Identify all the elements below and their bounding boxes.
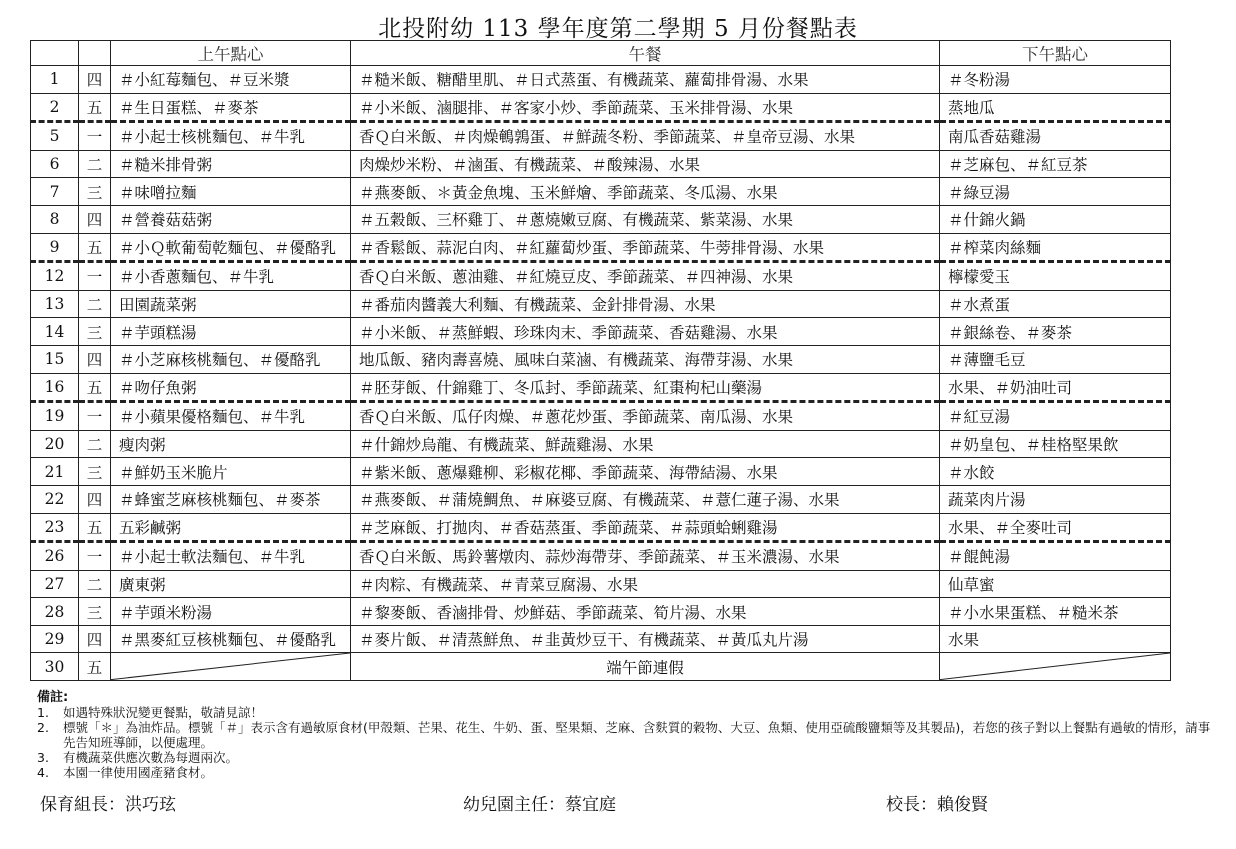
menu-row — [31, 93, 1171, 122]
lunch-cell: 香Ｑ白米飯、馬鈴薯燉肉、蒜炒海帶芽、季節蔬菜、＃玉米濃湯、水果 — [351, 542, 940, 571]
afternoon-snack-cell: ＃奶皇包、＃桂格堅果飲 — [940, 430, 1171, 458]
signature-principal: 校長：賴俊賢 — [886, 795, 988, 815]
afternoon-snack-cell: 水果 — [940, 625, 1171, 653]
note-text: 本園一律使用國產豬食材。 — [63, 765, 214, 780]
lunch-cell: ＃紫米飯、蔥爆雞柳、彩椒花椰、季節蔬菜、海帶結湯、水果 — [351, 458, 940, 486]
day-cell: 13 — [31, 290, 79, 318]
weekday-cell: 五 — [79, 93, 111, 122]
weekday-cell: 二 — [79, 150, 111, 178]
lunch-cell: ＃麥片飯、＃清蒸鮮魚、＃韭黃炒豆干、有機蔬菜、＃黃瓜丸片湯 — [351, 625, 940, 653]
day-cell: 12 — [31, 262, 79, 291]
note-item — [37, 720, 1217, 750]
weekday-cell: 四 — [79, 66, 111, 94]
day-cell: 23 — [31, 513, 79, 542]
lunch-cell: ＃什錦炒烏龍、有機蔬菜、鮮蔬雞湯、水果 — [351, 430, 940, 458]
lunch-cell: 香Ｑ白米飯、＃肉燥鵪鶉蛋、＃鮮蔬冬粉、季節蔬菜、＃皇帝豆湯、水果 — [351, 122, 940, 151]
weekday-cell: 一 — [79, 542, 111, 571]
lunch-cell: ＃五穀飯、三杯雞丁、＃蔥燒嫩豆腐、有機蔬菜、紫菜湯、水果 — [351, 205, 940, 233]
day-cell: 20 — [31, 430, 79, 458]
morning-snack-cell: ＃生日蛋糕、＃麥茶 — [111, 93, 351, 122]
day-cell: 8 — [31, 205, 79, 233]
notes-label: 備註: — [37, 690, 69, 705]
day-cell: 19 — [31, 402, 79, 431]
day-cell: 1 — [31, 66, 79, 94]
day-cell: 28 — [31, 598, 79, 626]
afternoon-snack-cell: ＃冬粉湯 — [940, 66, 1171, 94]
morning-snack-cell: ＃小芝麻核桃麵包、＃優酪乳 — [111, 345, 351, 373]
weekday-cell: 四 — [79, 625, 111, 653]
afternoon-snack-cell: 蔬菜肉片湯 — [940, 485, 1171, 513]
day-cell: 2 — [31, 93, 79, 122]
lunch-cell: ＃黎麥飯、香滷排骨、炒鮮菇、季節蔬菜、筍片湯、水果 — [351, 598, 940, 626]
menu-row — [31, 66, 1171, 94]
day-cell: 27 — [31, 570, 79, 598]
afternoon-snack-cell: ＃銀絲卷、＃麥茶 — [940, 318, 1171, 346]
crossed-out-cell — [111, 653, 351, 681]
morning-snack-cell: ＃小紅莓麵包、＃豆米漿 — [111, 66, 351, 94]
morning-snack-cell: ＃小香蔥麵包、＃牛乳 — [111, 262, 351, 291]
weekday-cell: 二 — [79, 430, 111, 458]
header-lunch: 午餐 — [351, 41, 940, 66]
morning-snack-cell: ＃糙米排骨粥 — [111, 150, 351, 178]
weekday-cell: 一 — [79, 402, 111, 431]
signature-leader: 保育組長：洪巧玹 — [40, 795, 176, 815]
morning-snack-cell: ＃味噌拉麵 — [111, 178, 351, 206]
lunch-cell: ＃小米飯、＃蒸鮮蝦、珍珠肉末、季節蔬菜、香菇雞湯、水果 — [351, 318, 940, 346]
menu-row — [31, 150, 1171, 178]
afternoon-snack-cell: 水果、＃奶油吐司 — [940, 373, 1171, 402]
menu-row — [31, 542, 1171, 571]
signature-director: 幼兒園主任：蔡宜庭 — [463, 795, 616, 815]
morning-snack-cell: ＃小起士核桃麵包、＃牛乳 — [111, 122, 351, 151]
lunch-cell: ＃燕麥飯、＊黃金魚塊、玉米鮮燴、季節蔬菜、冬瓜湯、水果 — [351, 178, 940, 206]
menu-row — [31, 345, 1171, 373]
morning-snack-cell: ＃小Ｑ軟葡萄乾麵包、＃優酪乳 — [111, 233, 351, 262]
day-cell: 16 — [31, 373, 79, 402]
menu-body — [31, 66, 1171, 681]
afternoon-snack-cell: 仙草蜜 — [940, 570, 1171, 598]
note-text: 如遇特殊狀況變更餐點，敬請見諒！ — [63, 705, 264, 720]
header-morning: 上午點心 — [111, 41, 351, 66]
weekday-cell: 二 — [79, 290, 111, 318]
note-number: 2. — [37, 720, 49, 735]
afternoon-snack-cell: ＃餛飩湯 — [940, 542, 1171, 571]
note-item — [37, 705, 1217, 720]
page-title: 北投附幼 113 學年度第二學期 5 月份餐點表 — [378, 16, 858, 42]
menu-row — [31, 290, 1171, 318]
weekday-cell: 五 — [79, 373, 111, 402]
weekday-cell: 四 — [79, 485, 111, 513]
menu-row — [31, 513, 1171, 542]
menu-row — [31, 485, 1171, 513]
morning-snack-cell: ＃芋頭米粉湯 — [111, 598, 351, 626]
lunch-cell: ＃糙米飯、糖醋里肌、＃日式蒸蛋、有機蔬菜、蘿蔔排骨湯、水果 — [351, 66, 940, 94]
menu-row — [31, 205, 1171, 233]
lunch-cell: ＃肉粽、有機蔬菜、＃青菜豆腐湯、水果 — [351, 570, 940, 598]
menu-row — [31, 262, 1171, 291]
morning-snack-cell: ＃蜂蜜芝麻核桃麵包、＃麥茶 — [111, 485, 351, 513]
menu-row — [31, 233, 1171, 262]
afternoon-snack-cell: 蒸地瓜 — [940, 93, 1171, 122]
day-cell: 7 — [31, 178, 79, 206]
holiday-row — [31, 653, 1171, 681]
menu-row — [31, 402, 1171, 431]
menu-row — [31, 318, 1171, 346]
notes-list — [37, 705, 1217, 780]
afternoon-snack-cell: 水果、＃全麥吐司 — [940, 513, 1171, 542]
afternoon-snack-cell: ＃水餃 — [940, 458, 1171, 486]
morning-snack-cell: 廣東粥 — [111, 570, 351, 598]
weekday-cell: 三 — [79, 318, 111, 346]
lunch-cell: ＃小米飯、滷腿排、＃客家小炒、季節蔬菜、玉米排骨湯、水果 — [351, 93, 940, 122]
lunch-cell: ＃芝麻飯、打拋肉、＃香菇蒸蛋、季節蔬菜、＃蒜頭蛤蜊雞湯 — [351, 513, 940, 542]
crossed-out-cell — [940, 653, 1171, 681]
lunch-cell: 香Ｑ白米飯、蔥油雞、＃紅燒豆皮、季節蔬菜、＃四神湯、水果 — [351, 262, 940, 291]
menu-row — [31, 430, 1171, 458]
morning-snack-cell: ＃吻仔魚粥 — [111, 373, 351, 402]
notes — [37, 690, 1217, 780]
note-text: 有機蔬菜供應次數為每週兩次。 — [63, 750, 239, 765]
morning-snack-cell: 五彩鹹粥 — [111, 513, 351, 542]
holiday-cell: 端午節連假 — [351, 653, 940, 681]
weekday-cell: 三 — [79, 178, 111, 206]
weekday-cell: 四 — [79, 205, 111, 233]
menu-row — [31, 373, 1171, 402]
note-number: 4. — [37, 765, 49, 780]
weekday-cell: 二 — [79, 570, 111, 598]
header-day — [31, 41, 79, 66]
menu-row — [31, 178, 1171, 206]
day-cell: 29 — [31, 625, 79, 653]
weekday-cell: 一 — [79, 122, 111, 151]
afternoon-snack-cell: ＃芝麻包、＃紅豆茶 — [940, 150, 1171, 178]
weekday-cell: 一 — [79, 262, 111, 291]
weekday-cell: 四 — [79, 345, 111, 373]
morning-snack-cell: 田園蔬菜粥 — [111, 290, 351, 318]
morning-snack-cell: ＃鮮奶玉米脆片 — [111, 458, 351, 486]
lunch-cell: 地瓜飯、豬肉壽喜燒、風味白菜滷、有機蔬菜、海帶芽湯、水果 — [351, 345, 940, 373]
weekday-cell: 五 — [79, 233, 111, 262]
day-cell: 6 — [31, 150, 79, 178]
lunch-cell: ＃香鬆飯、蒜泥白肉、＃紅蘿蔔炒蛋、季節蔬菜、牛蒡排骨湯、水果 — [351, 233, 940, 262]
header-row — [31, 41, 1171, 66]
day-cell: 5 — [31, 122, 79, 151]
header-dow — [79, 41, 111, 66]
lunch-cell: ＃胚芽飯、什錦雞丁、冬瓜封、季節蔬菜、紅棗枸杞山藥湯 — [351, 373, 940, 402]
day-cell: 9 — [31, 233, 79, 262]
menu-row — [31, 598, 1171, 626]
morning-snack-cell: ＃黑麥紅豆核桃麵包、＃優酪乳 — [111, 625, 351, 653]
afternoon-snack-cell: ＃榨菜肉絲麵 — [940, 233, 1171, 262]
day-cell: 30 — [31, 653, 79, 681]
note-number: 1. — [37, 705, 49, 720]
morning-snack-cell: 瘦肉粥 — [111, 430, 351, 458]
menu-row — [31, 570, 1171, 598]
lunch-cell: 香Ｑ白米飯、瓜仔肉燥、＃蔥花炒蛋、季節蔬菜、南瓜湯、水果 — [351, 402, 940, 431]
note-text: 標號「＊」為油炸品。標號「＃」表示含有過敏原食材(甲殼類、芒果、花生、牛奶、蛋、堅果類、芝麻、含麩質的穀物、大豆、魚類、使用亞硫酸鹽類等及其製品)，若您的孩子對以上餐點有過敏的情形，請事先告知班導師，以便處理。 — [63, 720, 1211, 750]
day-cell: 15 — [31, 345, 79, 373]
weekday-cell: 三 — [79, 458, 111, 486]
menu-table — [30, 40, 1171, 681]
menu-row — [31, 458, 1171, 486]
morning-snack-cell: ＃小蘋果優格麵包、＃牛乳 — [111, 402, 351, 431]
day-cell: 26 — [31, 542, 79, 571]
weekday-cell: 五 — [79, 513, 111, 542]
morning-snack-cell: ＃小起士軟法麵包、＃牛乳 — [111, 542, 351, 571]
afternoon-snack-cell: ＃紅豆湯 — [940, 402, 1171, 431]
afternoon-snack-cell: 檸檬愛玉 — [940, 262, 1171, 291]
afternoon-snack-cell: ＃綠豆湯 — [940, 178, 1171, 206]
afternoon-snack-cell: ＃薄鹽毛豆 — [940, 345, 1171, 373]
note-item — [37, 750, 1217, 765]
morning-snack-cell: ＃營養菇菇粥 — [111, 205, 351, 233]
lunch-cell: ＃番茄肉醬義大利麵、有機蔬菜、金針排骨湯、水果 — [351, 290, 940, 318]
lunch-cell: ＃燕麥飯、＃蒲燒鯛魚、＃麻婆豆腐、有機蔬菜、＃薏仁蓮子湯、水果 — [351, 485, 940, 513]
menu-row — [31, 625, 1171, 653]
day-cell: 21 — [31, 458, 79, 486]
afternoon-snack-cell: 南瓜香菇雞湯 — [940, 122, 1171, 151]
day-cell: 22 — [31, 485, 79, 513]
afternoon-snack-cell: ＃小水果蛋糕、＃糙米茶 — [940, 598, 1171, 626]
lunch-cell: 肉燥炒米粉、＃滷蛋、有機蔬菜、＃酸辣湯、水果 — [351, 150, 940, 178]
afternoon-snack-cell: ＃什錦火鍋 — [940, 205, 1171, 233]
weekday-cell: 五 — [79, 653, 111, 681]
weekday-cell: 三 — [79, 598, 111, 626]
menu-row — [31, 122, 1171, 151]
day-cell: 14 — [31, 318, 79, 346]
header-afternoon: 下午點心 — [940, 41, 1171, 66]
morning-snack-cell: ＃芋頭糕湯 — [111, 318, 351, 346]
note-item — [37, 765, 1217, 780]
afternoon-snack-cell: ＃水煮蛋 — [940, 290, 1171, 318]
note-number: 3. — [37, 750, 49, 765]
